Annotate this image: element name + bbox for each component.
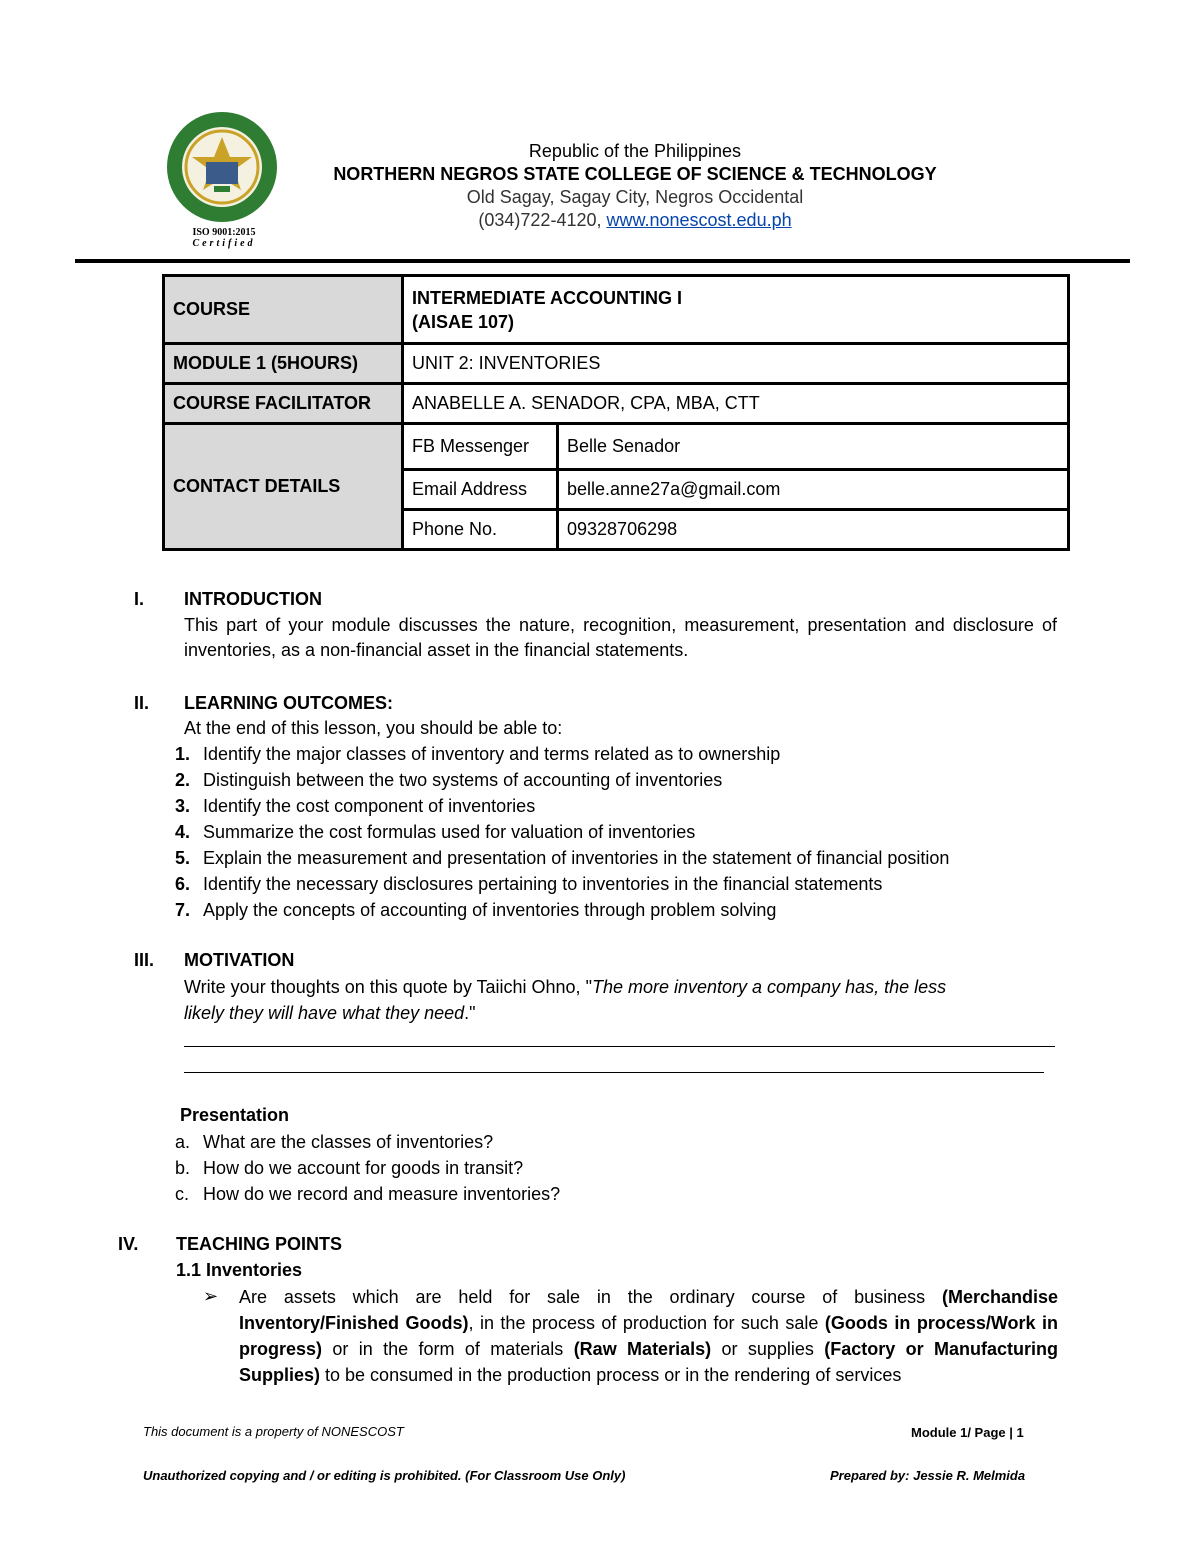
contact-type: Email Address [403,470,558,510]
module-value: UNIT 2: INVENTORIES [403,344,1069,384]
motivation-text-line1: Write your thoughts on this quote by Taiichi Ohno, "The more inventory a company has, the less [184,977,947,997]
list-item: b. How do we account for goods in transit? [175,1158,524,1178]
list-item: a. What are the classes of inventories? [175,1132,494,1152]
school-address: Old Sagay, Sagay City, Negros Occidental [466,187,804,207]
list-item: c. How do we record and measure inventories? [175,1184,561,1204]
section-number: I. [134,589,145,609]
presentation-list [175,1129,560,1207]
letterhead [260,140,1010,232]
list-item: 3. Identify the cost component of inventories [175,796,536,816]
course-label: COURSE [164,276,403,344]
presentation-heading: Presentation [180,1105,290,1125]
header-divider [75,259,1130,263]
website-link[interactable]: www.nonescost.edu.ph [606,210,792,230]
answer-line[interactable] [184,1046,1055,1047]
republic-line: Republic of the Philippines [528,141,742,161]
list-item: 7. Apply the concepts of accounting of inventories through problem solving [175,900,777,920]
answer-line[interactable] [184,1072,1044,1073]
arrow-bullet-icon: ➢ [203,1286,219,1306]
footer-property-note: This document is a property of NONESCOST [143,1424,404,1439]
contact-type: Phone No. [403,510,558,550]
contact-value: belle.anne27a@gmail.com [558,470,1069,510]
section-title-introduction: INTRODUCTION [184,589,322,609]
course-info-table [162,274,1070,551]
inventories-definition: Are assets which are held for sale in the ordinary course of business (Merchandise Inventory/Finished Goods), in the process of production for such sale (Goods in process/Work in progress) or in the form of materials (Raw Materials) or supplies (Factory or Manufacturing Supplies) to be consumed in the production process or in the rendering of services [239,1287,1058,1385]
list-item: 5. Explain the measurement and presentation of inventories in the statement of financial position [175,848,950,868]
outcomes-lead: At the end of this lesson, you should be able to: [184,718,563,738]
outcomes-list [175,741,949,923]
list-item: 4. Summarize the cost formulas used for valuation of inventories [175,822,696,842]
list-item: 1. Identify the major classes of inventory and terms related as to ownership [175,744,781,764]
contact-details-label: CONTACT DETAILS [164,424,403,550]
footer-copyright-note: Unauthorized copying and / or editing is prohibited. (For Classroom Use Only) [143,1468,626,1483]
school-contact: (034)722-4120, www.nonescost.edu.ph [478,210,792,230]
facilitator-value: ANABELLE A. SENADOR, CPA, MBA, CTT [403,384,1069,424]
section-title-learning-outcomes: LEARNING OUTCOMES: [184,693,393,713]
footer-page-number: Module 1/ Page | 1 [911,1425,1024,1440]
subsection-title: 1.1 Inventories [176,1260,303,1280]
section-number: III. [134,950,155,970]
section-title-teaching-points: TEACHING POINTS [176,1234,343,1254]
school-name: NORTHERN NEGROS STATE COLLEGE OF SCIENCE & TECHNOLOGY [333,164,937,184]
facilitator-label: COURSE FACILITATOR [164,384,403,424]
motivation-text-line2: likely they will have what they need." [184,1003,476,1023]
iso-certification-text: ISO 9001:2015 Certified [192,227,256,249]
section-title-motivation: MOTIVATION [184,950,295,970]
course-value: INTERMEDIATE ACCOUNTING I (AISAE 107) [403,276,1069,344]
contact-type: FB Messenger [403,424,558,470]
footer-prepared-by: Prepared by: Jessie R. Melmida [830,1468,1026,1483]
contact-value: 09328706298 [558,510,1069,550]
introduction-text: This part of your module discusses the nature, recognition, measurement, presentation and disclosure of inventories, as a non-financial asset in the financial statements. [184,615,1057,660]
list-item: 6. Identify the necessary disclosures pertaining to inventories in the financial statements [175,874,883,894]
list-item: 2. Distinguish between the two systems of accounting of inventories [175,770,723,790]
section-number: II. [134,693,150,713]
section-number: IV. [118,1234,139,1254]
module-label: MODULE 1 (5HOURS) [164,344,403,384]
contact-value: Belle Senador [558,424,1069,470]
